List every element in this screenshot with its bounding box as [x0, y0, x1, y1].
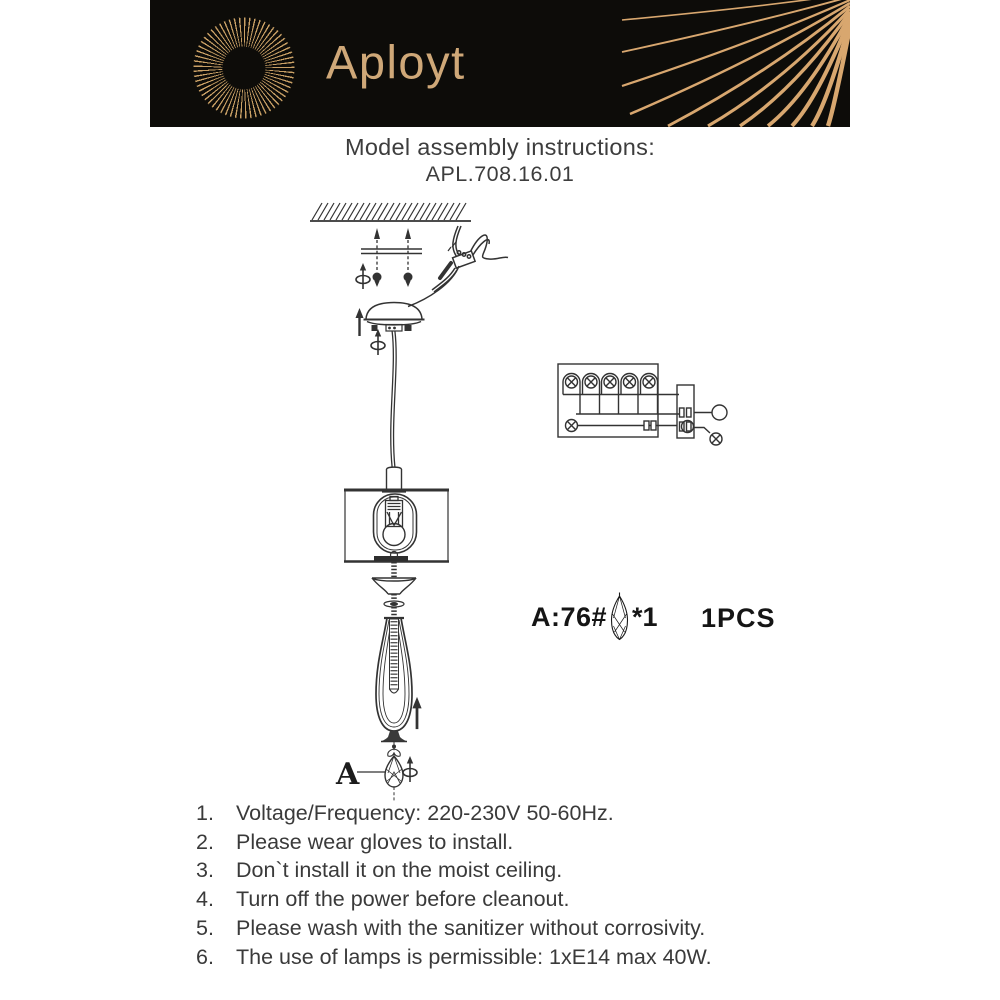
wiring-schematic [558, 364, 727, 445]
up-arrow-icon [412, 697, 421, 729]
list-item [196, 828, 856, 857]
lamp-symbol-icon [643, 376, 655, 388]
instructions-list [196, 799, 856, 971]
item-text: Please wash with the sanitizer without corrosivity. [236, 915, 706, 940]
rotate-icon [356, 263, 370, 289]
list-item [196, 914, 856, 943]
terminal-wires [408, 226, 508, 307]
canopy [364, 303, 425, 332]
list-item [196, 856, 856, 885]
lamp-symbol-icon [585, 376, 597, 388]
item-number: 3. [196, 858, 214, 883]
list-item [196, 799, 856, 828]
item-number: 6. [196, 944, 214, 969]
page-title: Model assembly instructions: [344, 134, 656, 160]
rotate-icon [403, 756, 417, 782]
item-text: Turn off the power before cleanout. [236, 887, 570, 912]
item-text: Voltage/Frequency: 220-230V 50-60Hz. [236, 801, 614, 825]
rotate-icon [371, 329, 385, 355]
crystal-pendant [357, 742, 403, 801]
brand-name: Aployt [326, 34, 466, 88]
part-count: 1PCS [701, 603, 776, 633]
lamp-symbol-icon [566, 376, 578, 388]
up-arrow-icon [356, 308, 364, 336]
label-a: A [336, 757, 360, 792]
stem-funnel [372, 562, 416, 618]
item-text: The use of lamps is permissible: 1xE14 max 40W. [236, 944, 712, 969]
crystal-drop-icon [610, 592, 629, 642]
list-item [196, 885, 856, 914]
glass-drop [376, 618, 412, 742]
suspension-cord [391, 331, 396, 467]
part-label: A:76# [531, 602, 608, 632]
item-number: 1. [196, 801, 214, 825]
ceiling-hatch [310, 203, 471, 221]
item-text: Please wear gloves to install. [236, 829, 514, 854]
item-text: Don`t install it on the moist ceiling. [236, 858, 563, 883]
item-number: 5. [196, 915, 214, 940]
model-number: APL.708.16.01 [425, 162, 575, 186]
item-number: 4. [196, 887, 214, 912]
lamp-symbol-icon [566, 420, 578, 432]
part-multiplier: *1 [632, 602, 658, 632]
lamp-symbol-icon [604, 376, 616, 388]
list-item [196, 943, 856, 972]
lamp-shade [344, 467, 449, 561]
lamp-symbol-icon [710, 433, 722, 445]
item-number: 2. [196, 829, 214, 854]
lamp-symbol-icon [624, 376, 636, 388]
